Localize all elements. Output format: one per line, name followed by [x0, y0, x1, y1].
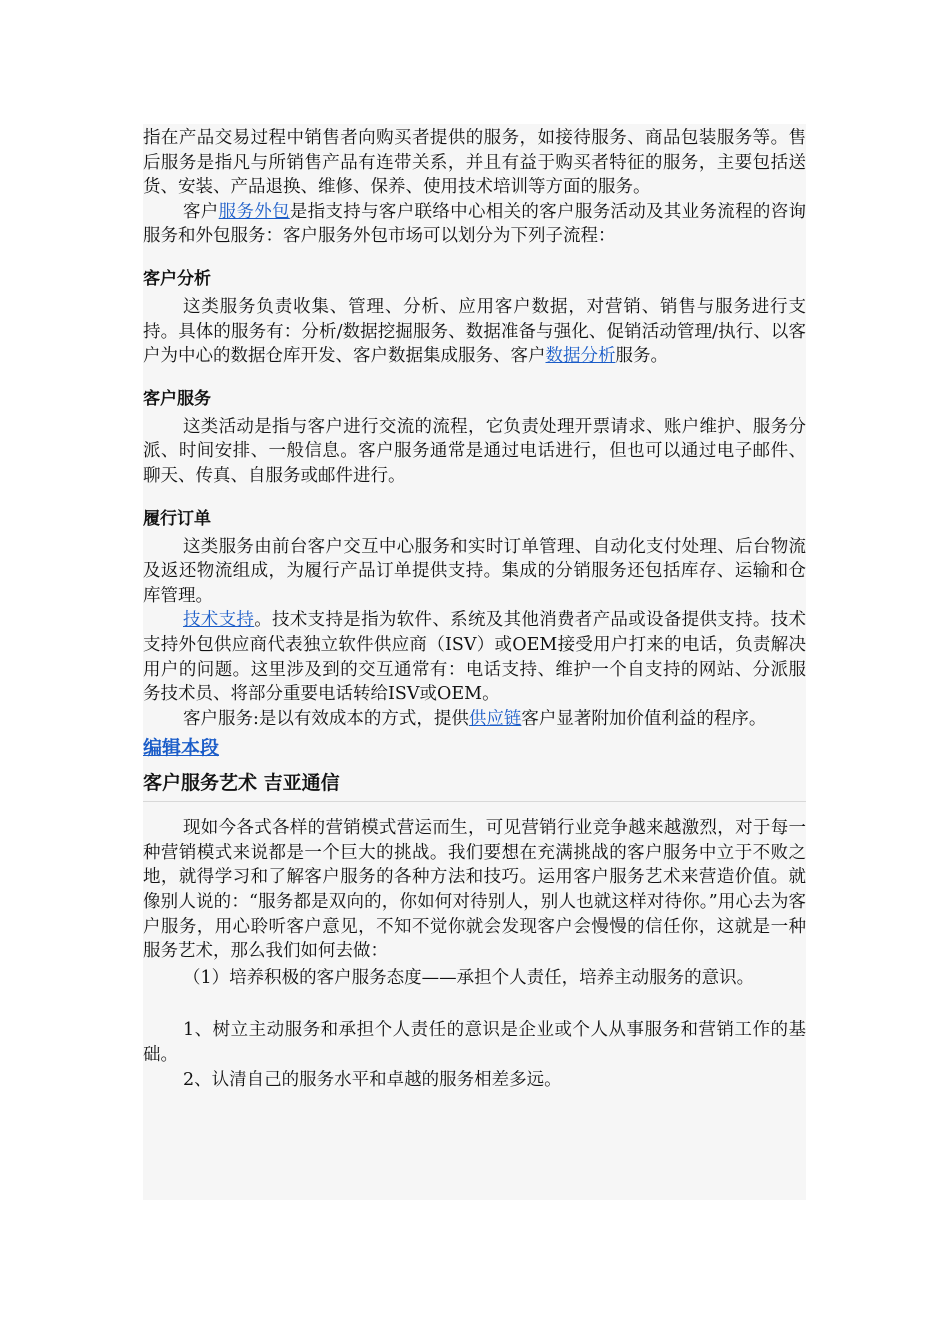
definition-paragraph [143, 707, 806, 732]
section-paragraph-1 [143, 816, 806, 964]
section-paragraph-4 [143, 1068, 806, 1093]
document-page [143, 124, 806, 1200]
section-p3-text: 1、树立主动服务和承担个人责任的意识是企业或个人从事服务和营销工作的基础。 [143, 1020, 806, 1066]
intro-paragraph [143, 126, 806, 200]
analysis-heading: 客户分析 [143, 268, 211, 289]
section-p4-text: 2、认清自己的服务水平和卓越的服务相差多远。 [183, 1069, 562, 1090]
fulfillment-text: 这类服务由前台客户交互中心服务和实时订单管理、自动化支付处理、后台物流及返还物流组成，为履行产品订单提供支持。集成的分销服务还包括库存、运输和仓库管理。 [143, 536, 806, 606]
fulfillment-paragraph [143, 535, 806, 609]
definition-suffix: 客户显著附加价值利益的程序。 [521, 708, 767, 729]
data-analysis-link[interactable]: 数据分析 [545, 346, 616, 367]
section-p2-text: （1）培养积极的客户服务态度——承担个人责任，培养主动服务的意识。 [183, 967, 755, 988]
analysis-text: 这类服务负责收集、管理、分析、应用客户数据，对营销、销售与服务进行支持。具体的服务有：分析/数据挖掘服务、数据准备与强化、促销活动管理/执行、以客户为中心的数据仓库开发、客户数据集成服务、客户 [143, 296, 806, 367]
tech-support-text: 。技术支持是指为软件、系统及其他消费者产品或设备提供支持。技术支持外包供应商代表独立软件供应商（ISV）或OEM接受用户打来的电话，负责解决用户的问题。这里涉及到的交互通常有：电话支持、维护一个自支持的网站、分派服务技术员、将部分重要电话转给ISV或OEM。 [143, 610, 807, 705]
analysis-paragraph [143, 295, 806, 369]
section-p1-text: 现如今各式各样的营销模式营运而生，可见营销行业竞争越来越激烈，对于每一种营销模式来说都是一个巨大的挑战。我们要想在充满挑战的客户服务中立于不败之地，就得学习和了解客户服务的各种方法和技巧。运用客户服务艺术来营造价值。就像别人说的：“服务都是双向的，你如何对待别人，别人也就这样对待你。”用心去为客户服务，用心聆听客户意见，不知不觉你就会发现客户会慢慢的信任你，这就是一种服务艺术，那么我们如何去做： [143, 818, 806, 962]
intro-text: 指在产品交易过程中销售者向购买者提供的服务，如接待服务、商品包装服务等。售后服务是指凡与所销售产品有连带关系，并且有益于购买者特征的服务，主要包括送货、安装、产品退换、维修、保养、使用技术培训等方面的服务。 [143, 128, 806, 198]
service-paragraph [143, 415, 806, 489]
service-outsourcing-link[interactable]: 服务外包 [218, 201, 290, 222]
outsourcing-prefix: 客户 [183, 201, 219, 222]
outsourcing-suffix: 是指支持与客户联络中心相关的客户服务活动及其业务流程的咨询服务和外包服务：客户服务外包市场可以划分为下列子流程： [143, 201, 807, 247]
fulfillment-heading: 履行订单 [143, 508, 211, 529]
definition-prefix: 客户服务:是以有效成本的方式，提供 [183, 708, 469, 729]
supply-chain-link[interactable]: 供应链 [468, 708, 522, 729]
outsourcing-paragraph [143, 200, 806, 249]
analysis-suffix: 服务。 [615, 346, 668, 367]
section-paragraph-2 [143, 966, 806, 991]
service-text: 这类活动是指与客户进行交流的流程，它负责处理开票请求、账户维护、服务分派、时间安排、一般信息。客户服务通常是通过电话进行，但也可以通过电子邮件、聊天、传真、自服务或邮件进行。 [143, 416, 806, 486]
section-paragraph-3 [143, 1018, 806, 1067]
service-heading: 客户服务 [143, 388, 211, 409]
tech-support-paragraph [143, 608, 806, 706]
edit-section-link[interactable]: 编辑本段 [143, 737, 220, 760]
section-title: 客户服务艺术 吉亚通信 [143, 769, 806, 802]
tech-support-link[interactable]: 技术支持 [183, 610, 255, 631]
